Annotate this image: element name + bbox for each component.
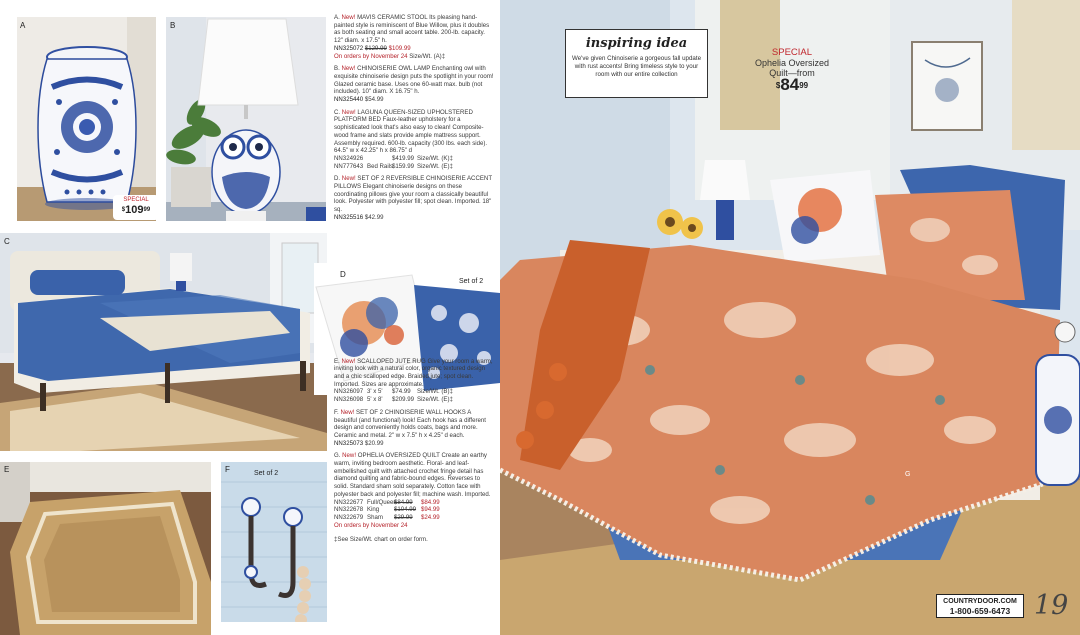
special-label: SPECIAL [771, 47, 813, 58]
page-number: 19 [1034, 590, 1069, 621]
letter-d: D [340, 270, 346, 279]
special-line2: Quilt—from [769, 68, 815, 78]
badge-price: $^{\$}109^{99}$ [121, 204, 151, 216]
stool-image [17, 17, 156, 221]
photo-wall-hooks [221, 462, 327, 622]
special-quilt-callout [742, 47, 842, 94]
photo-platform-bed [0, 233, 327, 451]
owl-lamp-image [166, 17, 326, 221]
item-e-copy: E. New! SCALLOPED JUTE RUG Give your room a warm, inviting look with a natural color, organic textured design and a chic scalloped edge. Braided jute; spot clean. Imported. Sizes are approximate. NN326097 3' x 5' $74.99 Size/Wt. (B)‡ NN326098 5' x 8' $209.99 Size/Wt. (E)‡ [334, 357, 493, 404]
size-footnote: ‡See Size/Wt. chart on order form. [334, 536, 428, 544]
item-c-copy: C. New! LAGUNA QUEEN-SIZED UPHOLSTERED PLATFORM BED Faux-leather upholstery for a sophisticated look that's also easy to clean! Composite-wood frame and slats provide ample mattress support. Assembly required. 600-lb. capacity (300 lbs. each side). 64.5" w x 42.25" h x 86.75" d NN324926 $419.99 Size/Wt. (K)‡ NN777643 Bed Rails $159.99 Size/Wt. (E)‡ [334, 109, 494, 171]
letter-b: B [170, 21, 176, 30]
item-e-price-table: NN326097 3' x 5' $74.99 Size/Wt. (B)‡ NN326098 5' x 8' $209.99 Size/Wt. (E)‡ [334, 388, 453, 404]
letter-a: A [20, 21, 26, 30]
special-line1: Ophelia Oversized [754, 58, 830, 68]
letter-c: C [4, 237, 10, 246]
inspiring-idea-box [565, 29, 708, 98]
letter-f: F [225, 465, 230, 474]
special-badge [113, 195, 159, 220]
inspiring-idea-title: inspiring idea [585, 36, 688, 51]
photo-jute-rug [0, 462, 211, 635]
bed-image [0, 233, 327, 451]
item-c-price-table: NN324926 $419.99 Size/Wt. (K)‡ NN777643 Bed Rails $159.99 Size/Wt. (E)‡ [334, 154, 453, 170]
rug-image [0, 462, 211, 635]
website-url[interactable]: COUNTRYDOOR.COM [943, 598, 1017, 605]
special-price: $^{\$}84^{99}$ [775, 75, 809, 94]
photo-stool [17, 17, 156, 221]
letter-g: G [905, 471, 911, 478]
inspiring-idea-body: We've given Chinoiserie a gorgeous fall update with rust accents! Bring timeless style to your room with our entire collection [571, 55, 702, 78]
product-copy-column [334, 14, 494, 549]
item-f-copy: F. New! SET OF 2 CHINOISERIE WALL HOOKS A beautiful (and functional) look! Each hook has a different design and conveniently holds coats, bags and more. Ceramic and metal. 2" w x 7.5" h x 4.25" d each. NN325073 $20.99 [334, 408, 486, 447]
item-g-copy: G. New! OPHELIA OVERSIZED QUILT Create an earthy warm, inviting bedroom aesthetic. Floral- and leaf-embellished quilt with attached crochet fringe detail has diamond quilting and fabric-bound edges. Reverses to solid. Standard sham sold separately. Cotton face with polyester back and polyester fill; machine wash. Imported. NN322677 Full/Queen $84.99 $84.99 NN322678 King $104.99 $94.99 NN322679 Sham $29.99 $24.99 On orders by November 24 [334, 452, 494, 529]
badge-label: SPECIAL [123, 197, 149, 203]
photo-owl-lamp [166, 17, 326, 221]
item-b-copy: B. New! CHINOISERIE OWL LAMP Enchanting owl with exquisite chinoiserie design puts the spotlight in your room! Glazed ceramic base. Uses one 60-watt max. bulb (not included). 10" diam. X 16.75" h. NN325440 $54.99 [334, 65, 494, 104]
item-g-price-table: NN322677 Full/Queen $84.99 $84.99 NN322678 King $104.99 $94.99 NN322679 Sham $29.99 $24.99 [334, 498, 440, 521]
set-of-2-pillows: Set of 2 [459, 278, 484, 285]
phone-number[interactable]: 1-800-659-6473 [949, 606, 1011, 616]
set-of-2-hooks: Set of 2 [254, 470, 279, 477]
letter-e: E [4, 465, 10, 474]
item-d-copy: D. New! SET OF 2 REVERSIBLE CHINOISERIE ACCENT PILLOWS Elegant chinoiserie designs on these coordinating pillows give your room a classically beautiful look. Polyester with polyester fill; spot clean. Imported. 18" sq. NN325516 $42.99 [334, 175, 492, 221]
contact-box [936, 594, 1024, 618]
hooks-image [221, 462, 327, 622]
item-a-copy: A. New! MAVIS CERAMIC STOOL Its pleasing hand-painted style is reminiscent of Blue Willow, plus it doubles as both seating and small accent table. 200-lb. capacity. 12" diam. x 17.5" h. NN325072 $129.99 $109.99 On orders by November 24 Size/Wt. (A)‡ [334, 14, 490, 60]
